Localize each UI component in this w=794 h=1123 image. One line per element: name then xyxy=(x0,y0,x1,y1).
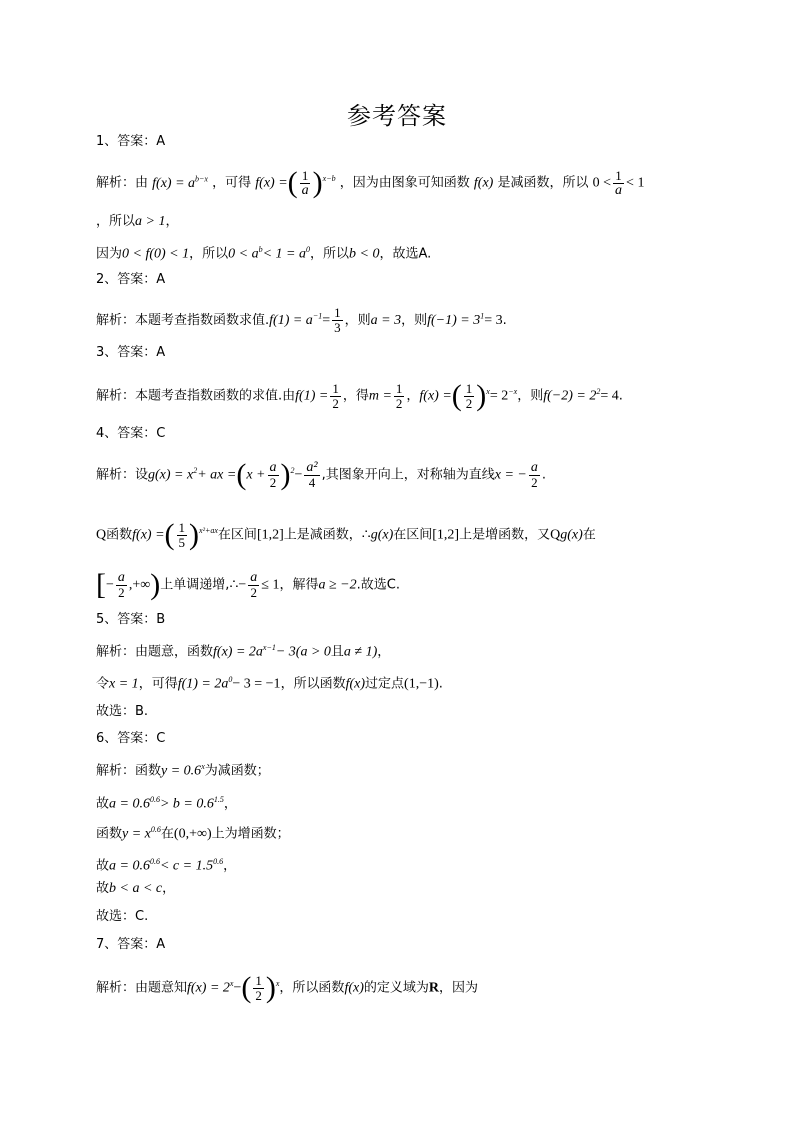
q7-solution-line-1: 解析：由题意知$f(x) = 2^x-$( $\frac{1}{2}$ )$^x$，所以函数f(x)的定义域为R，因为 xyxy=(96,971,479,1004)
q1-answer: 1、答案：A xyxy=(96,134,166,149)
q4-solution-line-3: [− $\frac{a}{2}$ ,+∞)上单调递增,∴− $\frac{a}{2}$ ≤ 1，解得a ≥ −2.故选C. xyxy=(96,568,400,601)
fraction: $\frac{a}{2}$ xyxy=(117,569,125,600)
q6-solution-line-2: 故$a = 0.6^{0.6}> b = 0.6^{1.5}$， xyxy=(96,795,237,812)
q4-solution-line-1: 解析：设$g(x) = x^2+$ ax =(x + $\frac{a}{2}$ )$^2$− $\frac{\text{a²}}{4}$ ,其图象开向上，对称轴为直线x = − $\frac{a}{2}$ . xyxy=(96,458,546,491)
fraction: $\frac{a}{2}$ xyxy=(250,569,258,600)
q7-answer: 7、答案：A xyxy=(96,937,166,952)
fraction: $\frac{1}{5}$ xyxy=(178,519,186,550)
q3-solution-line: 解析：本题考查指数函数的求值.由f(1) = $\frac{1}{2}$ ，得m = $\frac{1}{2}$ ，f(x) =( $\frac{1}{2}$ )$^x= 2^{-x}$，则$f(-2) = 2^2= 4$. xyxy=(96,379,623,412)
fraction: $\frac{1}{2}$ xyxy=(395,380,403,411)
formula: 0 < xyxy=(592,175,612,191)
q1-solution-line-2: ，所以a > 1， xyxy=(96,214,179,229)
q5-answer: 5、答案：B xyxy=(96,612,166,627)
q4-solution-line-2: Q函数f(x) =( $\frac{1}{5}$ )$^{x^2+ax}$在区间[1,2]上是减函数，∴g(x)在区间[1,2]上是增函数，又Qg(x)在 xyxy=(96,518,596,551)
q6-solution-line-3: 函数$y = x^{0.6}$在(0,+∞)上为增函数； xyxy=(96,825,290,842)
q5-solution-line-1: 解析：由题意，函数$f(x) = 2a^{x-1}- 3(a > 0$且a ≠ 1)， xyxy=(96,643,391,660)
q5-solution-line-2: 令x = 1，可得$f(1) = 2a^0- 3 = -1$，所以函数f(x)过定点(1,−1). xyxy=(96,675,443,692)
fraction: $\frac{a}{2}$ xyxy=(269,459,277,490)
q3-answer: 3、答案：A xyxy=(96,345,166,360)
fraction: $\frac{1}{a}$ xyxy=(301,167,309,198)
fraction: $\frac{a}{2}$ xyxy=(530,459,538,490)
text: ，因为由图象可知函数 xyxy=(339,175,470,191)
fraction: $\frac{\text{a²}}{4}$ xyxy=(306,459,318,490)
formula: $f(x) = a^{b-x}$ xyxy=(152,173,208,191)
text: 是减函数，所以 xyxy=(497,175,589,191)
text: ，可得 xyxy=(212,175,252,191)
q6-answer: 6、答案：C xyxy=(96,731,166,746)
text: 解析：由 xyxy=(96,175,149,191)
fraction: $\frac{1}{2}$ xyxy=(332,380,339,411)
q4-answer: 4、答案：C xyxy=(96,426,166,441)
q6-solution-line-6: 故选：C. xyxy=(96,909,149,924)
q6-solution-line-5: 故b < a < c， xyxy=(96,881,176,896)
formula: f(x) = xyxy=(255,175,288,191)
q2-answer: 2、答案：A xyxy=(96,272,166,287)
q5-solution-line-3: 故选：B. xyxy=(96,704,149,719)
page-title: 参考答案 xyxy=(347,102,447,130)
formula: f(x) xyxy=(473,175,494,191)
q1-solution-line-1: 解析：由 $f(x) = a^{b-x}$ ，可得 f(x) =( $\frac{1}{a}$ )$^{x-b}$ ，因为由图象可知函数 f(x) 是减函数，所以 0 < $\frac{1}{a}$ < 1 xyxy=(96,166,645,199)
fraction: $\frac{1}{a}$ xyxy=(615,167,623,198)
fraction: $\frac{1}{2}$ xyxy=(465,380,473,411)
q6-solution-line-1: 解析：函数$y = 0.6^x$为减函数； xyxy=(96,762,270,779)
q2-solution-line: 解析：本题考查指数函数求值$.f(1) = a^{-1}=$ $\frac{1}{3}$ ，则a = 3，则$f(-1) = 3^1= 3$. xyxy=(96,305,507,335)
q1-solution-line-3: 因为0 < f(0) < 1，所以$0 < a^b< 1 = a^0$，所以b < 0，故选A. xyxy=(96,245,432,262)
q6-solution-line-4: 故$a = 0.6^{0.6}< c = 1.5^{0.6}$， xyxy=(96,857,237,874)
fraction: $\frac{1}{3}$ xyxy=(334,305,341,335)
fraction: $\frac{1}{2}$ xyxy=(255,972,262,1003)
